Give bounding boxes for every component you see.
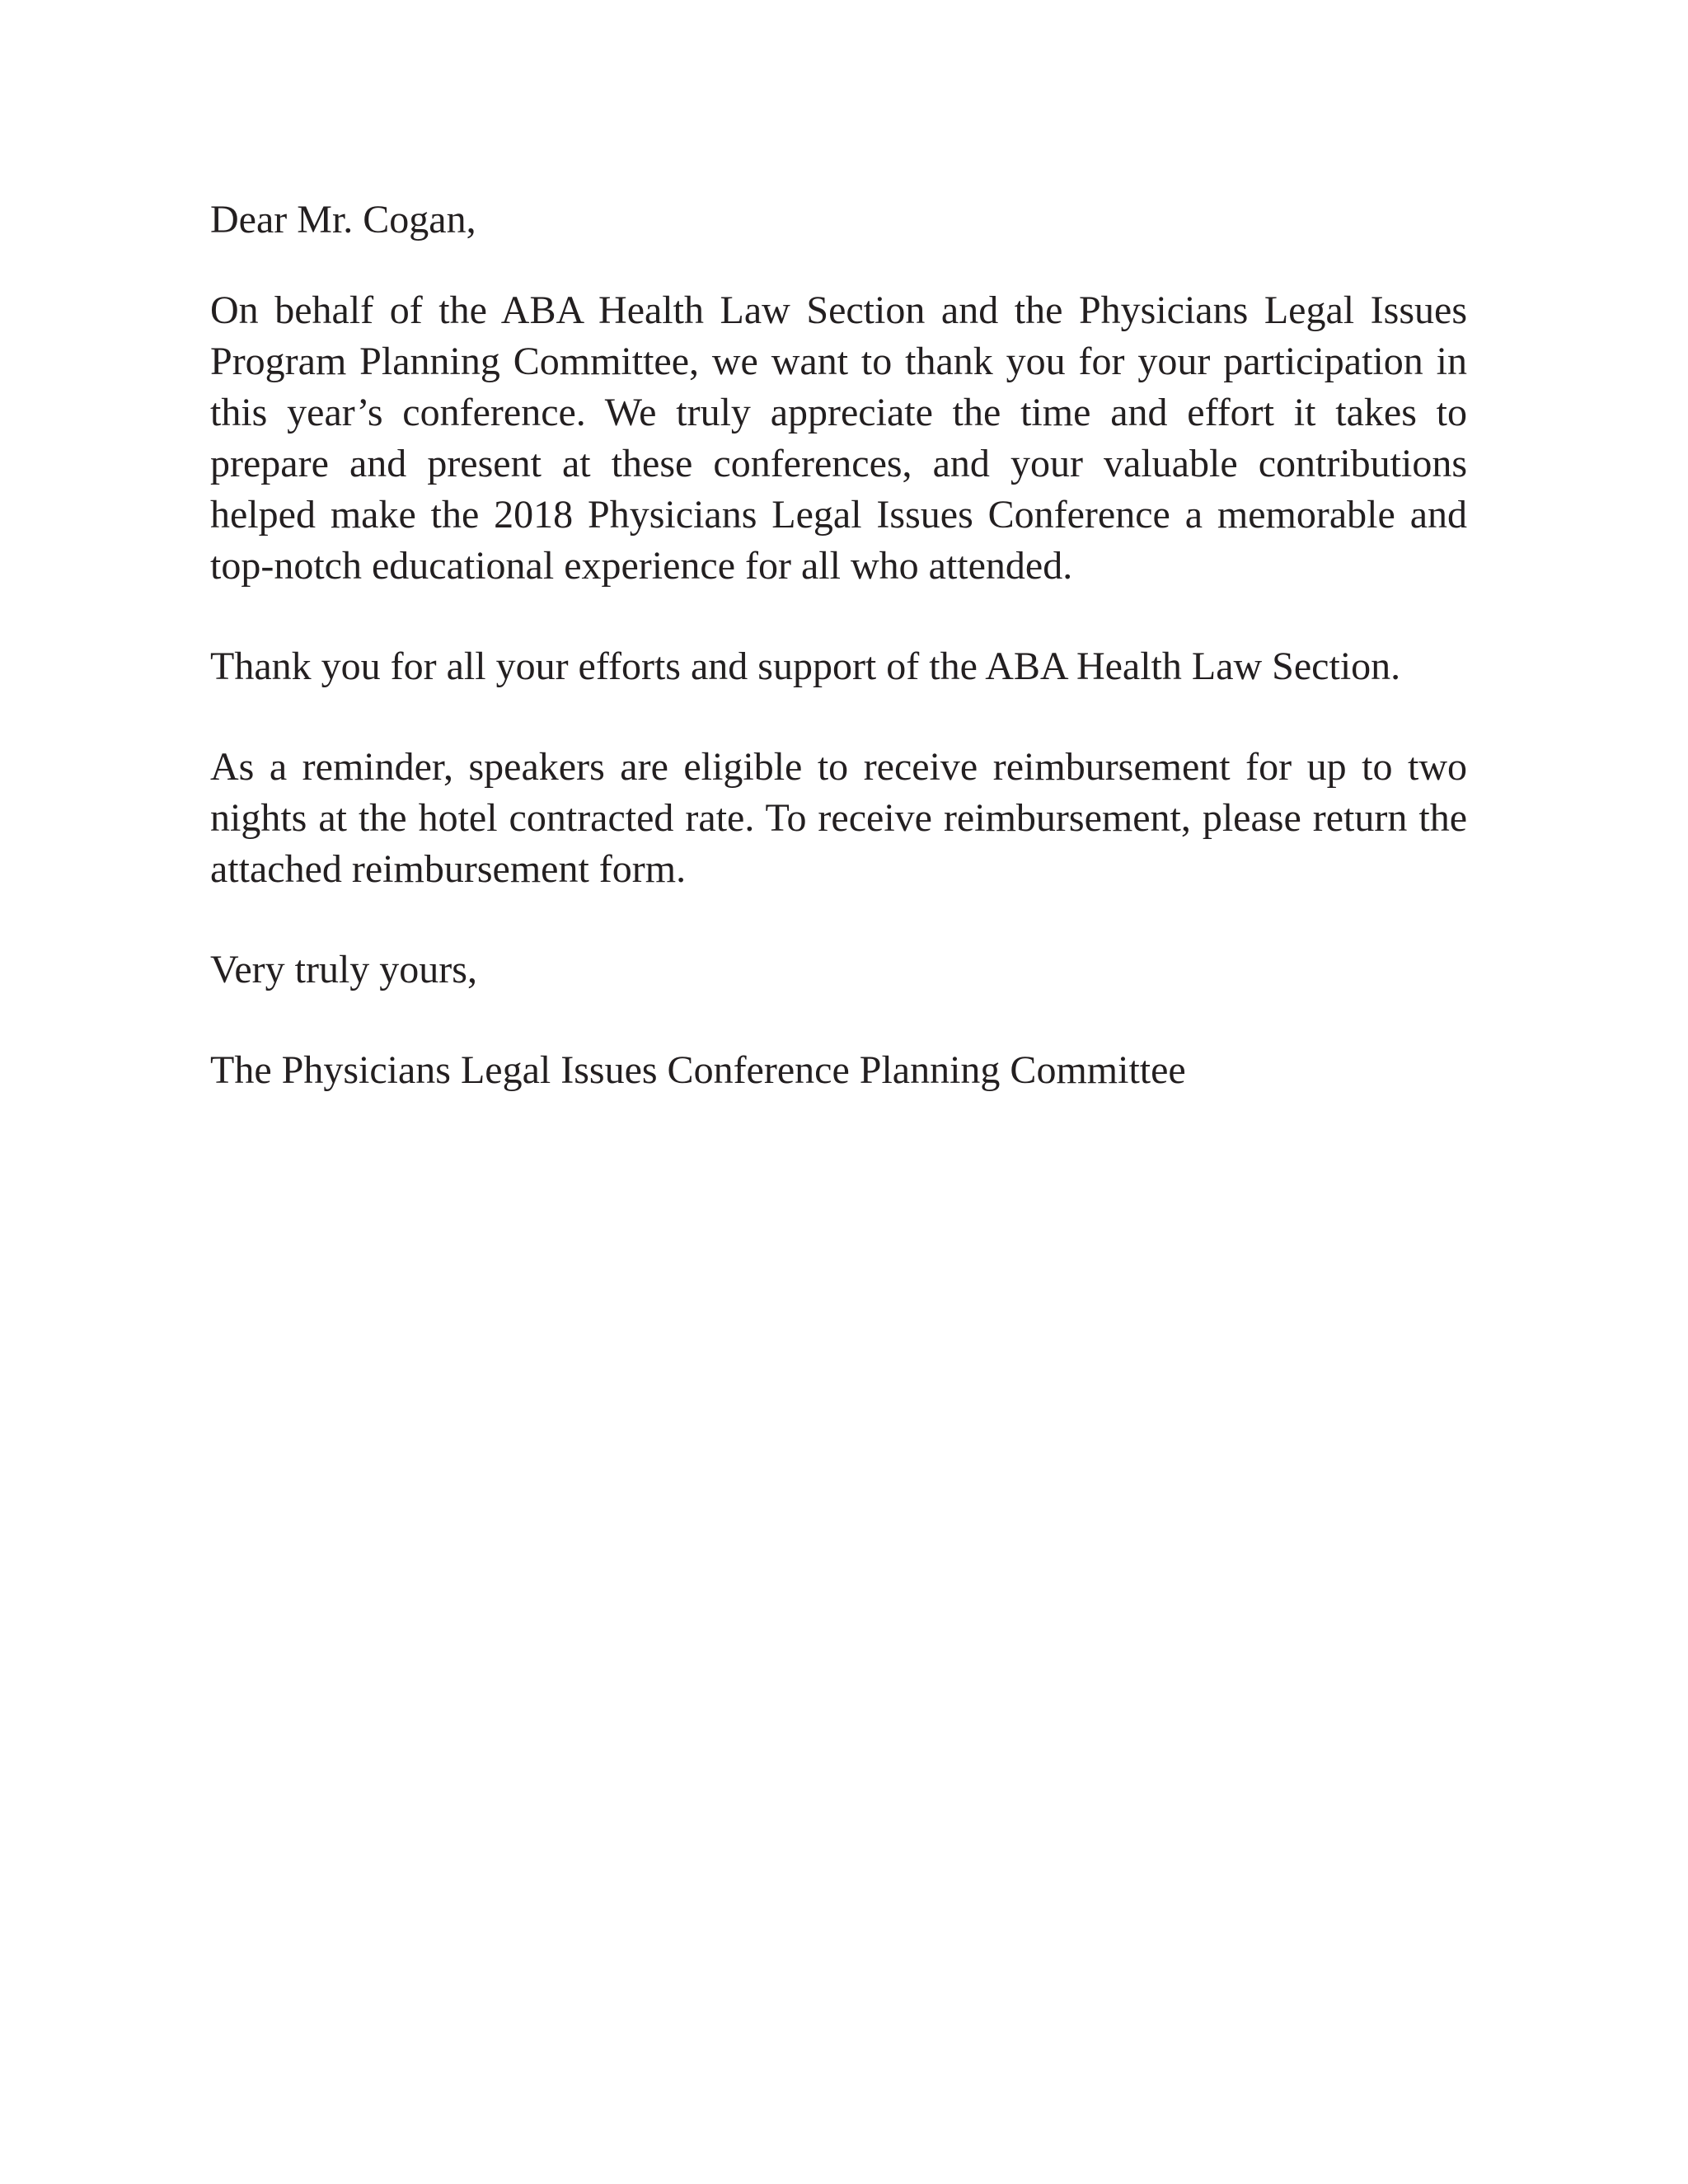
signature: The Physicians Legal Issues Conference Planning Committee: [210, 1048, 1186, 1092]
salutation: Dear Mr. Cogan,: [210, 198, 476, 241]
paragraph-support: Thank you for all your efforts and support of the ABA Health Law Section.: [210, 644, 1401, 688]
letter-body: [210, 194, 1467, 1096]
paragraph-reimbursement: As a reminder, speakers are eligible to receive reimbursement for up to two nights at the hotel contracted rate. To receive reimbursement, please return the attached reimbursement form.: [210, 745, 1467, 891]
closing: Very truly yours,: [210, 948, 477, 991]
paragraph-thanks: On behalf of the ABA Health Law Section and the Physicians Legal Issues Program Planning Committee, we want to thank you for your participation in this year’s conference. We truly appreciate the time and effort it takes to prepare and present at these conferences, and your valuable contributions helped make the 2018 Physicians Legal Issues Conference a memorable and top-notch educational experience for all who attended.: [210, 288, 1467, 588]
